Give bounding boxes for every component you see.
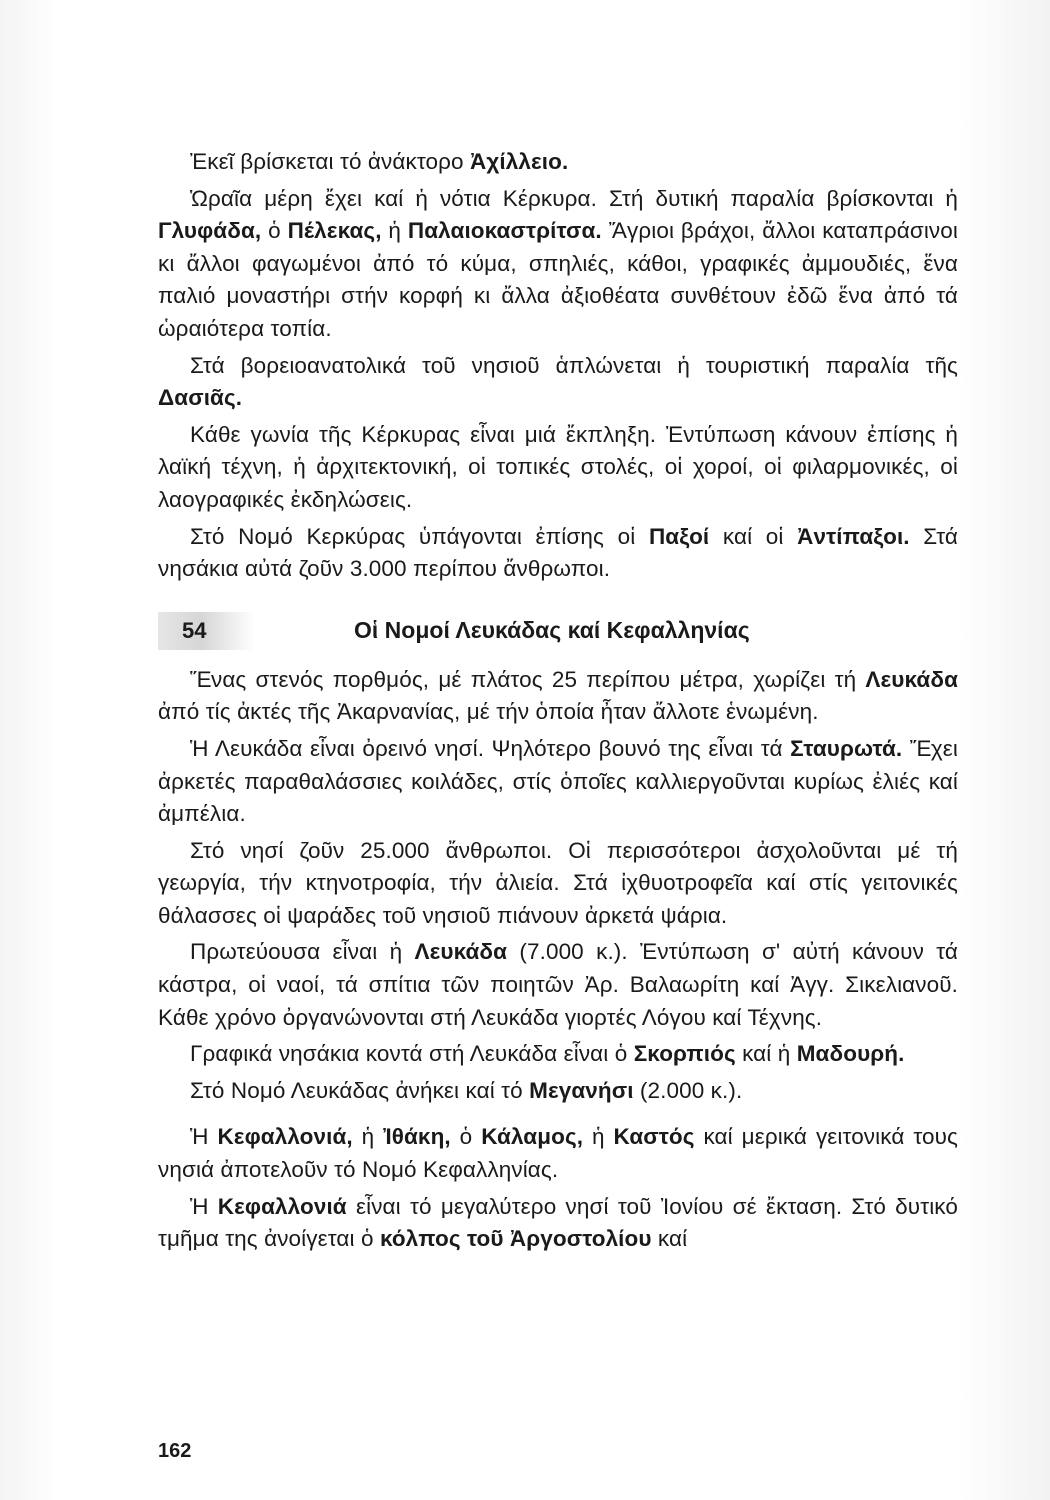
paragraph [158,835,958,933]
bold-term: Πέλεκας, [287,218,382,244]
bold-term: Μεγανήσι [529,1077,634,1103]
bold-term: Κεφαλλονιά, [217,1124,353,1150]
bold-term: Σταυρωτά. [790,735,903,761]
text-run: Στά νησάκια αὐτά ζοῦν 3.000 περίπου ἄνθρωποι. [158,523,958,582]
text-run: Ὡραῖα μέρη ἔχει καί ἡ νότια Κέρκυρα. Στή δυτική παραλία βρίσκονται ἡ [190,185,958,211]
text-run: καί μερικά γειτονικά τους νησιά ἀποτελοῦν τό Νομό Κεφαλληνίας. [158,1124,958,1183]
text-run: Ἐκεῖ βρίσκεται τό ἀνάκτορο [190,149,470,174]
bold-term: Ἀντίπαξοι. [797,523,910,549]
text-run: Στό Νομό Κερκύρας ὑπάγονται ἐπίσης οἱ [190,523,649,549]
text-run: Ἡ [190,1193,218,1219]
paragraph [158,936,958,1034]
text-run: (2.000 κ.). [633,1077,743,1103]
bold-term: Κάλαμος, [481,1124,584,1150]
text-run: Κάθε γωνία τῆς Κέρκυρας εἶναι μιά ἔκπληξη. Ἐντύπωση κάνουν ἐπίσης ἡ λαϊκή τέχνη, ἡ ἀρχιτεκτονική, οἱ τοπικές στολές, οἱ χοροί, οἱ φιλαρμονικές, οἱ λαογραφικές ἐκδηλώσεις. [158,421,958,512]
text-run: ὁ [261,218,288,244]
text-run: ἡ [583,1124,614,1150]
page-body [158,146,958,1260]
text-run: Ἔχει ἀρκετές παραθαλάσσιες κοιλάδες, στίς ὁποῖες καλλιεργοῦνται κυρίως ἐλιές καί ἀμπέλια. [158,735,958,827]
text-run: ὁ [450,1124,482,1150]
section-title: Οἱ Νομοί Λευκάδας καί Κεφαλληνίας [354,617,750,644]
section-number: 54 [158,612,254,650]
text-run: καί οἱ [709,523,798,549]
text-run: Γραφικά νησάκια κοντά στή Λευκάδα εἶναι ὁ [190,1041,634,1067]
paragraph [158,146,958,179]
text-run: ἡ [352,1124,384,1150]
bold-term: Ἀχίλλειο. [469,149,569,174]
bold-term: Λευκάδα [865,666,958,692]
bold-term: Γλυφάδα, [158,218,262,244]
text-run: ἀπό τίς ἀκτές τῆς Ἀκαρνανίας, μέ τήν ὁποία ἦταν ἄλλοτε ἑνωμένη. [158,699,819,725]
bold-term: Παξοί [648,523,710,549]
bold-term: Λευκάδα [414,939,508,965]
section-heading [158,612,958,650]
text-run: Ἕνας στενός πορθμός, μέ πλάτος 25 περίπου μέτρα, χωρίζει τή [190,666,866,692]
text-block-corfu [158,146,958,586]
text-run: (7.000 κ.). Ἐντύπωση σ' αὐτή κάνουν τά κάστρα, οἱ ναοί, τά σπίτια τῶν ποιητῶν Ἀρ. Βαλαωρίτη καί Ἀγγ. Σικελιανοῦ. Κάθε χρόνο ὀργανώνονται στή Λευκάδα γιορτές Λόγου καί Τέχνης. [158,939,958,1030]
paragraph [158,1121,958,1186]
paragraph [158,350,958,415]
text-run: εἶναι τό μεγαλύτερο νησί τοῦ Ἰονίου σέ ἔκταση. Στό δυτικό τμῆμα της ἀνοίγεται ὁ [158,1193,958,1252]
paragraph [158,1191,958,1256]
bold-term: Δασιᾶς. [158,385,243,411]
text-run: Ἡ [190,1124,218,1150]
paragraph [158,664,958,729]
paragraph [158,1075,958,1108]
paragraph [158,183,958,346]
text-run: Ἄγριοι βράχοι, ἄλλοι καταπράσινοι κι ἄλλοι φαγωμένοι ἀπό τό κύμα, σπηλιές, κάθοι, γραφικές ἀμμουδιές, ἕνα παλιό μοναστήρι στήν κορφή κι ἄλλα ἀξιοθέατα συνθέτουν ἐδῶ ἕνα ἀπό τά ὡραιότερα τοπία. [158,218,958,341]
bold-term: Σκορπιός [633,1041,736,1067]
text-run: καί [651,1226,688,1252]
text-run: Στά βορειοανατολικά τοῦ νησιοῦ ἁπλώνεται ἡ τουριστική παραλία τῆς [190,352,958,378]
paragraph [158,1038,958,1071]
text-run: Ἡ Λευκάδα εἶναι ὀρεινό νησί. Ψηλότερο βουνό της εἶναι τά [190,735,791,761]
bold-term: Κεφαλλονιά [217,1193,347,1219]
paragraph [158,733,958,831]
text-block-lefkada-kefalonia [158,664,958,1256]
bold-term: κόλπος τοῦ Ἀργοστολίου [379,1226,652,1252]
text-run: Στό Νομό Λευκάδας ἀνήκει καί τό [190,1077,530,1103]
text-run: καί ἡ [735,1041,797,1067]
bold-term: Μαδουρή. [796,1041,905,1067]
text-run: ἡ [381,218,408,244]
bold-term: Παλαιοκαστρίτσα. [407,218,602,244]
paragraph [158,521,958,586]
bold-term: Καστός [613,1124,695,1150]
text-run: Στό νησί ζοῦν 25.000 ἄνθρωποι. Οἱ περισσότεροι ἀσχολοῦνται μέ τή γεωργία, τήν κτηνοτροφία, τήν ἁλιεία. Στά ἰχθυοτροφεῖα καί στίς γειτονικές θάλασσες οἱ ψαράδες τοῦ νησιοῦ πιάνουν ἀρκετά ψάρια. [158,837,958,928]
page-number: 162 [158,1440,192,1462]
text-run: Πρωτεύουσα εἶναι ἡ [190,939,415,965]
paragraph [158,419,958,517]
bold-term: Ἰθάκη, [383,1124,451,1150]
